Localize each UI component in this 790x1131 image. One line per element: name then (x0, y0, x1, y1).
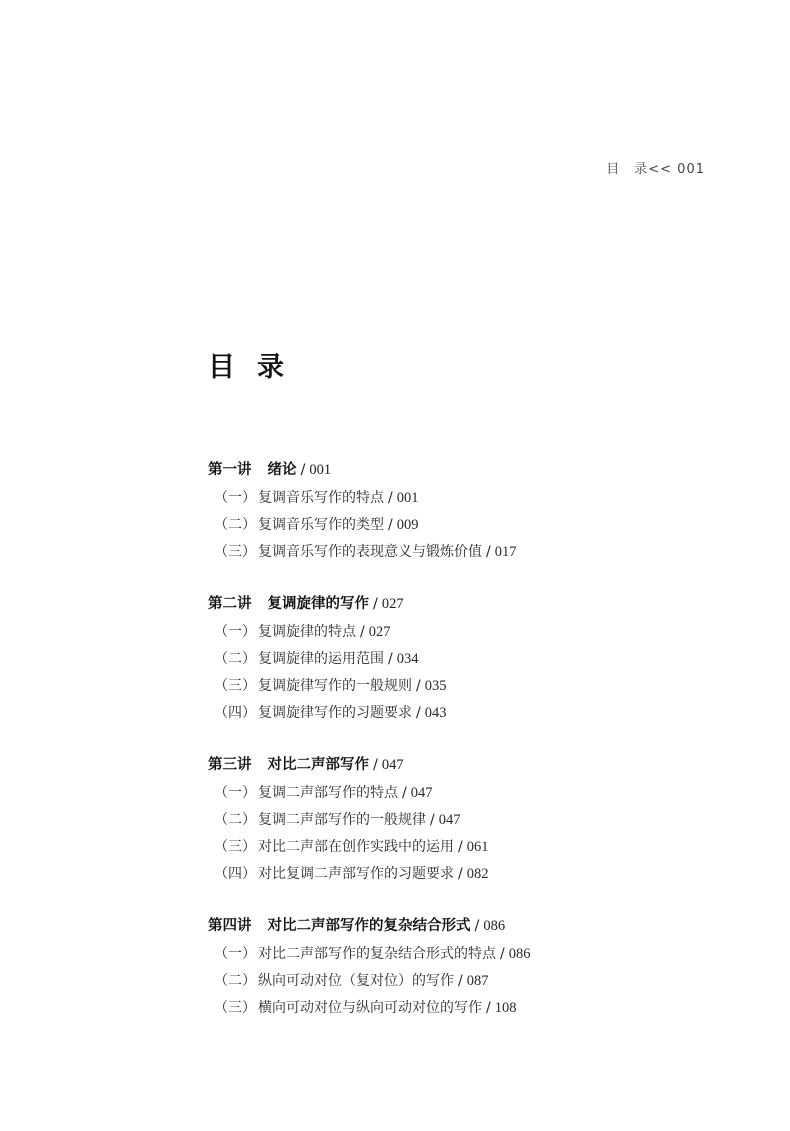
chapter-page: 027 (381, 596, 404, 612)
chapter-title: 复调旋律的写作 (267, 596, 369, 612)
chapter-2 (208, 590, 728, 727)
section-item[interactable] (214, 512, 728, 539)
page-separator: / (373, 596, 378, 612)
section-title: 复调旋律的特点 (258, 624, 356, 640)
running-head: 目 录<< 001 (606, 162, 705, 177)
section-page: 061 (466, 839, 489, 855)
chapter-heading[interactable] (208, 912, 728, 941)
page-separator: / (458, 866, 463, 882)
section-item[interactable] (214, 834, 728, 861)
section-label: （二） (214, 973, 256, 989)
page-separator: / (486, 1000, 491, 1016)
section-page: 082 (466, 866, 489, 882)
chapter-1 (208, 456, 728, 566)
section-page: 108 (494, 1000, 517, 1016)
section-label: （四） (214, 705, 256, 721)
section-title: 复调旋律的运用范围 (258, 651, 384, 667)
chapter-title: 对比二声部写作的复杂结合形式 (267, 918, 471, 934)
section-item[interactable] (214, 780, 728, 807)
section-label: （三） (214, 678, 256, 694)
section-page: 017 (494, 544, 517, 560)
section-page: 034 (396, 651, 419, 667)
table-of-contents (208, 456, 728, 1046)
section-page: 035 (424, 678, 447, 694)
section-item[interactable] (214, 619, 728, 646)
section-title: 纵向可动对位（复对位）的写作 (258, 973, 454, 989)
page-separator: / (388, 651, 393, 667)
section-item[interactable] (214, 861, 728, 888)
chapter-number: 第三讲 (208, 757, 252, 773)
chapter-title: 对比二声部写作 (267, 757, 369, 773)
section-title: 复调旋律写作的习题要求 (258, 705, 412, 721)
section-title: 复调音乐写作的表现意义与锻炼价值 (258, 544, 482, 560)
section-title: 复调二声部写作的一般规律 (258, 812, 426, 828)
page-separator: / (388, 490, 393, 506)
section-list (208, 485, 728, 566)
chapter-number: 第四讲 (208, 918, 252, 934)
section-title: 对比二声部在创作实践中的运用 (258, 839, 454, 855)
section-item[interactable] (214, 941, 728, 968)
page-separator: / (500, 946, 505, 962)
section-page: 047 (410, 785, 433, 801)
section-item[interactable] (214, 700, 728, 727)
page-separator: / (416, 678, 421, 694)
section-label: （三） (214, 544, 256, 560)
section-item[interactable] (214, 995, 728, 1022)
page-separator: / (458, 973, 463, 989)
section-label: （一） (214, 490, 256, 506)
section-label: （二） (214, 812, 256, 828)
section-label: （三） (214, 1000, 256, 1016)
section-item[interactable] (214, 807, 728, 834)
section-title: 横向可动对位与纵向可动对位的写作 (258, 1000, 482, 1016)
chapter-heading[interactable] (208, 751, 728, 780)
section-label: （四） (214, 866, 256, 882)
section-page: 009 (396, 517, 419, 533)
page-separator: / (300, 462, 306, 478)
section-page: 027 (368, 624, 391, 640)
chapter-page: 086 (483, 918, 506, 934)
section-title: 对比复调二声部写作的习题要求 (258, 866, 454, 882)
section-item[interactable] (214, 539, 728, 566)
section-page: 087 (466, 973, 489, 989)
section-title: 复调二声部写作的特点 (258, 785, 398, 801)
page-separator: / (402, 785, 407, 801)
section-list (208, 619, 728, 727)
section-label: （三） (214, 839, 256, 855)
section-title: 复调音乐写作的类型 (258, 517, 384, 533)
section-label: （一） (214, 946, 256, 962)
chapter-3 (208, 751, 728, 888)
page-separator: / (430, 812, 435, 828)
section-list (208, 941, 728, 1022)
section-item[interactable] (214, 968, 728, 995)
chapter-page: 001 (309, 462, 332, 478)
section-title: 复调旋律写作的一般规则 (258, 678, 412, 694)
chapter-number: 第一讲 (208, 462, 252, 478)
section-title: 复调音乐写作的特点 (258, 490, 384, 506)
section-item[interactable] (214, 485, 728, 512)
page-separator: / (416, 705, 421, 721)
section-list (208, 780, 728, 888)
section-label: （一） (214, 785, 256, 801)
chapter-heading[interactable] (208, 456, 728, 485)
section-item[interactable] (214, 673, 728, 700)
section-page: 086 (508, 946, 531, 962)
page-separator: / (373, 757, 378, 773)
section-label: （二） (214, 517, 256, 533)
chapter-title: 绪论 (267, 462, 297, 478)
chapter-page: 047 (381, 757, 404, 773)
page-separator: / (388, 517, 393, 533)
chapter-4 (208, 912, 728, 1022)
section-label: （二） (214, 651, 256, 667)
section-page: 047 (438, 812, 461, 828)
section-title: 对比二声部写作的复杂结合形式的特点 (258, 946, 496, 962)
page-separator: / (458, 839, 463, 855)
section-page: 043 (424, 705, 447, 721)
chapter-heading[interactable] (208, 590, 728, 619)
page-separator: / (474, 918, 480, 934)
section-page: 001 (396, 490, 419, 506)
section-label: （一） (214, 624, 256, 640)
page-title: 目录 (208, 352, 306, 383)
section-item[interactable] (214, 646, 728, 673)
page-separator: / (360, 624, 365, 640)
page-separator: / (486, 544, 491, 560)
chapter-number: 第二讲 (208, 596, 252, 612)
